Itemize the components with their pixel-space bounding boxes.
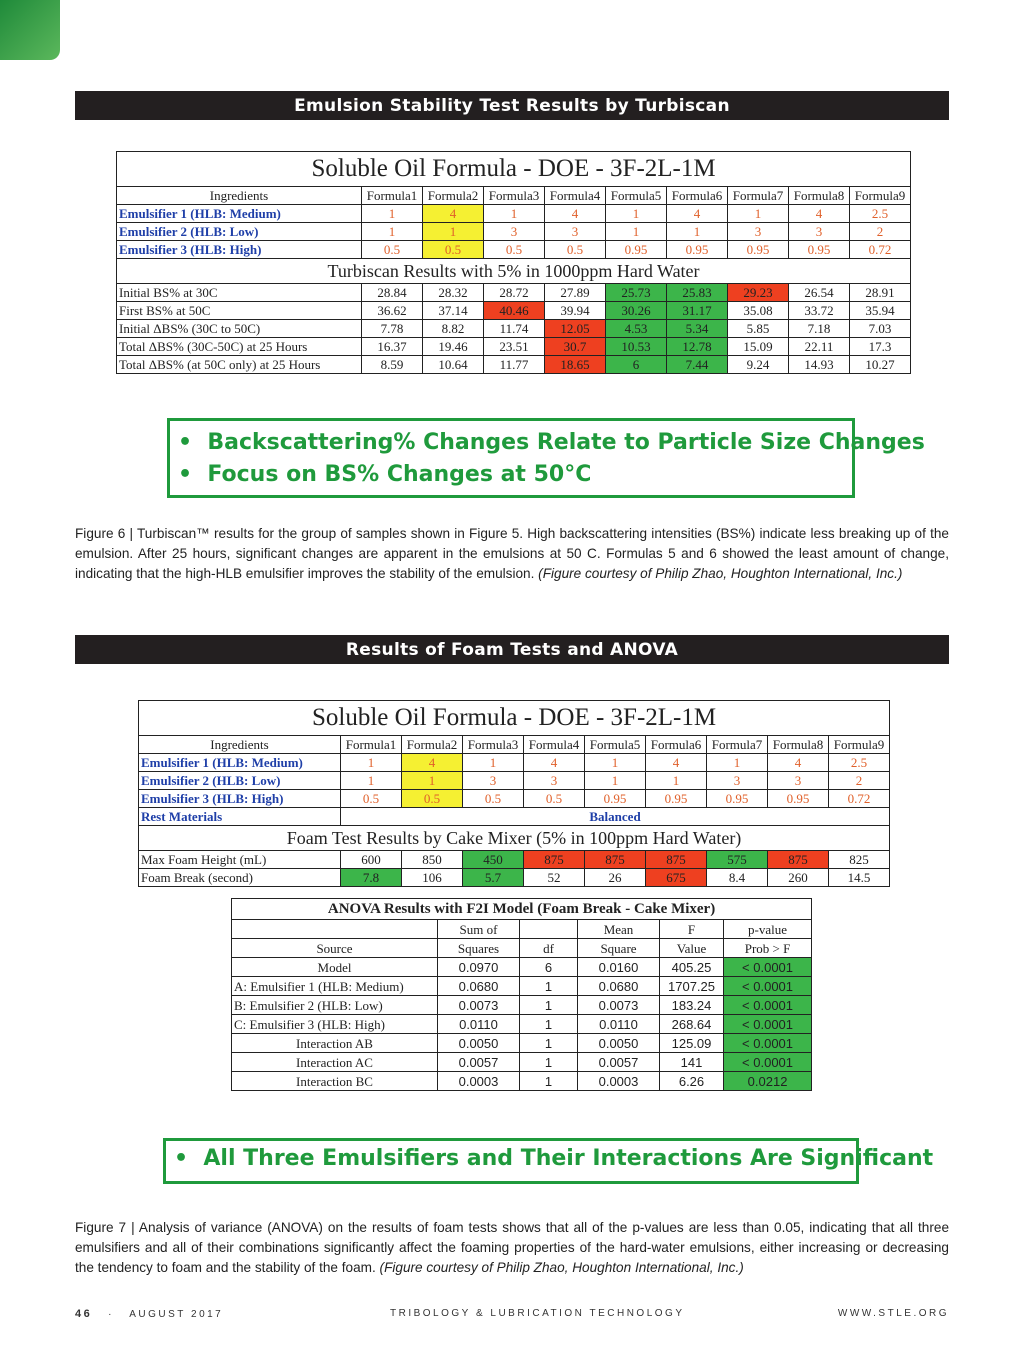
- table-cell: 39.94: [545, 302, 606, 320]
- p-value-cell: < 0.0001: [724, 1034, 812, 1053]
- table-cell: 1: [463, 754, 524, 772]
- table-cell: 4: [524, 754, 585, 772]
- table-cell: 2: [829, 772, 890, 790]
- table-cell: 30.26: [606, 302, 667, 320]
- table-cell: 1: [520, 996, 578, 1015]
- header-cell: Square: [578, 939, 660, 958]
- table-cell: 0.0073: [438, 996, 520, 1015]
- table-cell: 7.18: [789, 320, 850, 338]
- table-cell: 23.51: [484, 338, 545, 356]
- ingredient-label: Emulsifier 3 (HLB: High): [139, 790, 341, 808]
- table-cell: 0.5: [402, 790, 463, 808]
- table-cell: 106: [402, 869, 463, 887]
- table-cell: 19.46: [423, 338, 484, 356]
- table-cell: 0.72: [850, 241, 911, 259]
- table-row: [139, 772, 890, 790]
- table-cell: 1: [606, 223, 667, 241]
- p-value-cell: < 0.0001: [724, 1015, 812, 1034]
- table-row: [117, 241, 911, 259]
- callout-box-2: [163, 1138, 934, 1184]
- table-row: [117, 356, 911, 374]
- table-cell: 0.0970: [438, 958, 520, 977]
- table-cell: 0.0050: [578, 1034, 660, 1053]
- p-value-cell: 0.0212: [724, 1072, 812, 1091]
- table-cell: 37.14: [423, 302, 484, 320]
- header-cell: Formula9: [829, 736, 890, 754]
- table-row: [232, 1053, 812, 1072]
- table-cell: 10.27: [850, 356, 911, 374]
- foam-table: [138, 700, 889, 887]
- table-cell: 8.82: [423, 320, 484, 338]
- table-cell: 875: [585, 851, 646, 869]
- header-cell: Formula2: [402, 736, 463, 754]
- table-cell: 4: [402, 754, 463, 772]
- table-cell: 0.95: [789, 241, 850, 259]
- table-cell: 52: [524, 869, 585, 887]
- table-cell: 1: [520, 1015, 578, 1034]
- table-header-row: [117, 187, 911, 205]
- table-cell: 35.94: [850, 302, 911, 320]
- source-cell: Interaction AB: [232, 1034, 438, 1053]
- p-value-cell: < 0.0001: [724, 958, 812, 977]
- table-cell: 25.83: [667, 284, 728, 302]
- row-label: Initial BS% at 30C: [117, 284, 362, 302]
- table-cell: 15.09: [728, 338, 789, 356]
- turbiscan-table: [116, 151, 908, 374]
- table-cell: 3: [768, 772, 829, 790]
- anova-title: ANOVA Results with F2I Model (Foam Break - Cake Mixer): [232, 899, 812, 920]
- table-cell: 4: [768, 754, 829, 772]
- table-cell: 183.24: [660, 996, 724, 1015]
- table-cell: 0.0050: [438, 1034, 520, 1053]
- source-cell: Model: [232, 958, 438, 977]
- table-subtitle: Foam Test Results by Cake Mixer (5% in 100ppm Hard Water): [139, 826, 890, 851]
- table-cell: 6: [606, 356, 667, 374]
- table-cell: 260: [768, 869, 829, 887]
- header-cell: Formula7: [707, 736, 768, 754]
- table-cell: 26.54: [789, 284, 850, 302]
- table-cell: 0.5: [545, 241, 606, 259]
- row-label: Total ΔBS% (30C-50C) at 25 Hours: [117, 338, 362, 356]
- issue-date: AUGUST 2017: [129, 1309, 224, 1320]
- table-cell: 2: [850, 223, 911, 241]
- header-cell: Formula5: [585, 736, 646, 754]
- source-cell: Interaction BC: [232, 1072, 438, 1091]
- table-row: [139, 808, 890, 826]
- table-row: [139, 851, 890, 869]
- header-cell: Formula1: [362, 187, 423, 205]
- figure-7-caption: [75, 1218, 949, 1278]
- table-row: [117, 223, 911, 241]
- table-row: [232, 1072, 812, 1091]
- table-cell: 675: [646, 869, 707, 887]
- header-cell: Formula8: [768, 736, 829, 754]
- table-cell: 0.5: [341, 790, 402, 808]
- table-cell: 0.72: [829, 790, 890, 808]
- table-cell: 3: [524, 772, 585, 790]
- page-number: 46: [75, 1308, 93, 1320]
- header-cell: Formula9: [850, 187, 911, 205]
- table-row: [232, 958, 812, 977]
- table-row: [139, 790, 890, 808]
- table-cell: 1: [646, 772, 707, 790]
- figure-label: Figure 7 |: [75, 1220, 139, 1235]
- source-cell: Interaction AC: [232, 1053, 438, 1072]
- table-cell: 28.32: [423, 284, 484, 302]
- anova-table: [231, 898, 811, 1091]
- table-header-row: [232, 920, 812, 939]
- table-cell: 1: [707, 754, 768, 772]
- table-cell: 0.95: [606, 241, 667, 259]
- caption-credit: (Figure courtesy of Philip Zhao, Houghton International, Inc.): [379, 1260, 744, 1275]
- table-row: [117, 302, 911, 320]
- table-cell: 14.5: [829, 869, 890, 887]
- table-cell: 125.09: [660, 1034, 724, 1053]
- callout-box-1: [167, 418, 925, 498]
- header-cell: Formula1: [341, 736, 402, 754]
- table-cell: 1: [362, 205, 423, 223]
- caption-body: Analysis of variance (ANOVA) on the results of foam tests shows that all of the p-values are less than 0.05, indicating that all three emulsifiers and all of their combinations significantly affect the foaming properties of the hard-water emulsions, either increasing or decreasing the tendency to foam and the stability of the foam.: [75, 1220, 950, 1275]
- table-cell: 17.3: [850, 338, 911, 356]
- table-cell: 1: [341, 754, 402, 772]
- table-cell: 0.0680: [438, 977, 520, 996]
- ingredient-label: Emulsifier 3 (HLB: High): [117, 241, 362, 259]
- ingredient-label: Emulsifier 1 (HLB: Medium): [139, 754, 341, 772]
- table-cell: 1: [341, 772, 402, 790]
- header-cell: [520, 920, 578, 939]
- table-cell: 26: [585, 869, 646, 887]
- table-cell: 5.85: [728, 320, 789, 338]
- corner-tab: [0, 0, 60, 60]
- table-cell: 0.95: [768, 790, 829, 808]
- table-cell: 10.64: [423, 356, 484, 374]
- table-cell: 575: [707, 851, 768, 869]
- table-cell: 12.05: [545, 320, 606, 338]
- caption-credit: (Figure courtesy of Philip Zhao, Houghton International, Inc.): [538, 566, 903, 581]
- table-cell: 0.95: [728, 241, 789, 259]
- table-cell: 1: [402, 772, 463, 790]
- table-cell: 0.0073: [578, 996, 660, 1015]
- p-value-cell: < 0.0001: [724, 1053, 812, 1072]
- table-row: [117, 320, 911, 338]
- table-cell: 825: [829, 851, 890, 869]
- table-cell: 35.08: [728, 302, 789, 320]
- table-cell: 1: [585, 754, 646, 772]
- table-cell: 3: [728, 223, 789, 241]
- table-subtitle: Turbiscan Results with 5% in 1000ppm Hard Water: [117, 259, 911, 284]
- table-cell: 1707.25: [660, 977, 724, 996]
- table-cell: 0.5: [463, 790, 524, 808]
- table-cell: 4: [646, 754, 707, 772]
- table-cell: 850: [402, 851, 463, 869]
- row-label: Total ΔBS% (at 50C only) at 25 Hours: [117, 356, 362, 374]
- table-cell: 18.65: [545, 356, 606, 374]
- table-title: Soluble Oil Formula - DOE - 3F-2L-1M: [139, 701, 890, 736]
- callout-text: All Three Emulsifiers and Their Interactions Are Significant: [203, 1146, 934, 1171]
- p-value-cell: < 0.0001: [724, 996, 812, 1015]
- table-cell: 31.17: [667, 302, 728, 320]
- table-cell: 25.73: [606, 284, 667, 302]
- table-cell: 0.0057: [578, 1053, 660, 1072]
- table-cell: 0.95: [707, 790, 768, 808]
- callout-text: Focus on BS% Changes at 50°C: [207, 462, 592, 487]
- table-cell: 11.74: [484, 320, 545, 338]
- table-row: [232, 977, 812, 996]
- section-banner-turbiscan: Emulsion Stability Test Results by Turbiscan: [75, 91, 949, 120]
- table-cell: 1: [667, 223, 728, 241]
- header-cell: df: [520, 939, 578, 958]
- table-row: [139, 869, 890, 887]
- table-header-row: [139, 736, 890, 754]
- header-cell: F: [660, 920, 724, 939]
- table-cell: 28.84: [362, 284, 423, 302]
- table-cell: 5.7: [463, 869, 524, 887]
- callout-line: [166, 1143, 934, 1175]
- header-cell: Formula4: [524, 736, 585, 754]
- table-cell: 6: [520, 958, 578, 977]
- table-cell: 40.46: [484, 302, 545, 320]
- header-cell: p-value: [724, 920, 812, 939]
- header-cell: Squares: [438, 939, 520, 958]
- callout-text: Backscattering% Changes Relate to Particle Size Changes: [207, 430, 925, 455]
- table-cell: 600: [341, 851, 402, 869]
- row-label: Foam Break (second): [139, 869, 341, 887]
- table-cell: 0.0680: [578, 977, 660, 996]
- header-cell: [232, 920, 438, 939]
- table-row: [232, 1034, 812, 1053]
- table-cell: 0.95: [646, 790, 707, 808]
- row-label: First BS% at 50C: [117, 302, 362, 320]
- table-cell: 9.24: [728, 356, 789, 374]
- table-cell: 0.5: [484, 241, 545, 259]
- table-header-row: [232, 939, 812, 958]
- header-cell: Formula3: [463, 736, 524, 754]
- header-cell: Formula7: [728, 187, 789, 205]
- table-cell: 29.23: [728, 284, 789, 302]
- magazine-name: TRIBOLOGY & LUBRICATION TECHNOLOGY: [390, 1308, 685, 1319]
- table-cell: 7.03: [850, 320, 911, 338]
- header-cell: Mean: [578, 920, 660, 939]
- table-cell: 3: [789, 223, 850, 241]
- table-cell: 0.0110: [438, 1015, 520, 1034]
- table-cell: 3: [545, 223, 606, 241]
- table-cell: 0.0160: [578, 958, 660, 977]
- source-cell: C: Emulsifier 3 (HLB: High): [232, 1015, 438, 1034]
- table-cell: 4.53: [606, 320, 667, 338]
- bullet-icon: •: [178, 462, 193, 487]
- table-cell: 27.89: [545, 284, 606, 302]
- figure-label: Figure 6 |: [75, 526, 137, 541]
- table-cell: 12.78: [667, 338, 728, 356]
- ingredient-label: Emulsifier 1 (HLB: Medium): [117, 205, 362, 223]
- table-cell: 33.72: [789, 302, 850, 320]
- table-cell: 1: [520, 1072, 578, 1091]
- table-cell: 4: [423, 205, 484, 223]
- table-cell: 2.5: [850, 205, 911, 223]
- table-cell: 141: [660, 1053, 724, 1072]
- table-cell: 16.37: [362, 338, 423, 356]
- p-value-cell: < 0.0001: [724, 977, 812, 996]
- ingredient-label: Emulsifier 2 (HLB: Low): [139, 772, 341, 790]
- table-cell: 875: [768, 851, 829, 869]
- table-cell: 22.11: [789, 338, 850, 356]
- callout-line: [170, 427, 925, 459]
- table-cell: 450: [463, 851, 524, 869]
- table-row: [232, 1015, 812, 1034]
- table-cell: 8.4: [707, 869, 768, 887]
- table-cell: 36.62: [362, 302, 423, 320]
- header-cell: Formula3: [484, 187, 545, 205]
- header-cell: Ingredients: [139, 736, 341, 754]
- header-cell: Formula5: [606, 187, 667, 205]
- table-cell: 2.5: [829, 754, 890, 772]
- figure-6-caption: [75, 524, 949, 584]
- header-cell: Source: [232, 939, 438, 958]
- table-cell: 8.59: [362, 356, 423, 374]
- table-cell: 28.91: [850, 284, 911, 302]
- table-row: [117, 284, 911, 302]
- rest-materials-label: Rest Materials: [139, 808, 341, 826]
- table-cell: 7.44: [667, 356, 728, 374]
- source-cell: B: Emulsifier 2 (HLB: Low): [232, 996, 438, 1015]
- table-cell: 0.0003: [438, 1072, 520, 1091]
- footer-separator: ·: [108, 1309, 114, 1320]
- table-cell: 1: [585, 772, 646, 790]
- header-cell: Ingredients: [117, 187, 362, 205]
- callout-line: [170, 459, 852, 491]
- rest-materials-value: Balanced: [341, 808, 890, 826]
- table-cell: 30.7: [545, 338, 606, 356]
- table-cell: 1: [423, 223, 484, 241]
- table-cell: 268.64: [660, 1015, 724, 1034]
- table-cell: 1: [484, 205, 545, 223]
- table-cell: 5.34: [667, 320, 728, 338]
- header-cell: Formula2: [423, 187, 484, 205]
- caption-body: Turbiscan™ results for the group of samples shown in Figure 5. High backscattering intensities (BS%) indicate less breaking up of the emulsion. After 25 hours, significant changes are apparent in the emulsions at 50 C. Formulas 5 and 6 showed the least amount of change, indicating that the high-HLB emulsifier improves the stability of the emulsion.: [75, 526, 949, 581]
- table-cell: 4: [545, 205, 606, 223]
- ingredient-label: Emulsifier 2 (HLB: Low): [117, 223, 362, 241]
- table-cell: 0.5: [524, 790, 585, 808]
- header-cell: Prob > F: [724, 939, 812, 958]
- table-cell: 0.95: [667, 241, 728, 259]
- page-footer: [75, 1308, 949, 1320]
- header-cell: Formula8: [789, 187, 850, 205]
- header-cell: Sum of: [438, 920, 520, 939]
- table-cell: 0.0003: [578, 1072, 660, 1091]
- header-cell: Formula6: [646, 736, 707, 754]
- table-cell: 0.95: [585, 790, 646, 808]
- table-cell: 3: [463, 772, 524, 790]
- table-cell: 1: [520, 977, 578, 996]
- table-cell: 7.8: [341, 869, 402, 887]
- table-cell: 3: [484, 223, 545, 241]
- table-cell: 4: [667, 205, 728, 223]
- table-cell: 0.0110: [578, 1015, 660, 1034]
- row-label: Max Foam Height (mL): [139, 851, 341, 869]
- table-cell: 11.77: [484, 356, 545, 374]
- website-link[interactable]: WWW.STLE.ORG: [837, 1308, 949, 1319]
- table-row: [139, 754, 890, 772]
- bullet-icon: •: [178, 430, 193, 455]
- table-cell: 875: [524, 851, 585, 869]
- header-cell: Formula4: [545, 187, 606, 205]
- section-banner-foam: Results of Foam Tests and ANOVA: [75, 635, 949, 664]
- table-cell: 7.78: [362, 320, 423, 338]
- header-cell: Value: [660, 939, 724, 958]
- table-cell: 405.25: [660, 958, 724, 977]
- table-row: [117, 205, 911, 223]
- bullet-icon: •: [174, 1146, 189, 1171]
- source-cell: A: Emulsifier 1 (HLB: Medium): [232, 977, 438, 996]
- table-cell: 1: [606, 205, 667, 223]
- table-cell: 0.5: [423, 241, 484, 259]
- table-title: Soluble Oil Formula - DOE - 3F-2L-1M: [117, 152, 911, 187]
- table-cell: 3: [707, 772, 768, 790]
- table-cell: 875: [646, 851, 707, 869]
- table-cell: 1: [362, 223, 423, 241]
- row-label: Initial ΔBS% (30C to 50C): [117, 320, 362, 338]
- table-cell: 14.93: [789, 356, 850, 374]
- table-cell: 1: [520, 1034, 578, 1053]
- table-row: [232, 996, 812, 1015]
- header-cell: Formula6: [667, 187, 728, 205]
- table-row: [117, 338, 911, 356]
- table-cell: 10.53: [606, 338, 667, 356]
- table-cell: 28.72: [484, 284, 545, 302]
- table-cell: 1: [728, 205, 789, 223]
- table-cell: 0.0057: [438, 1053, 520, 1072]
- table-cell: 4: [789, 205, 850, 223]
- table-cell: 0.5: [362, 241, 423, 259]
- table-cell: 6.26: [660, 1072, 724, 1091]
- table-cell: 1: [520, 1053, 578, 1072]
